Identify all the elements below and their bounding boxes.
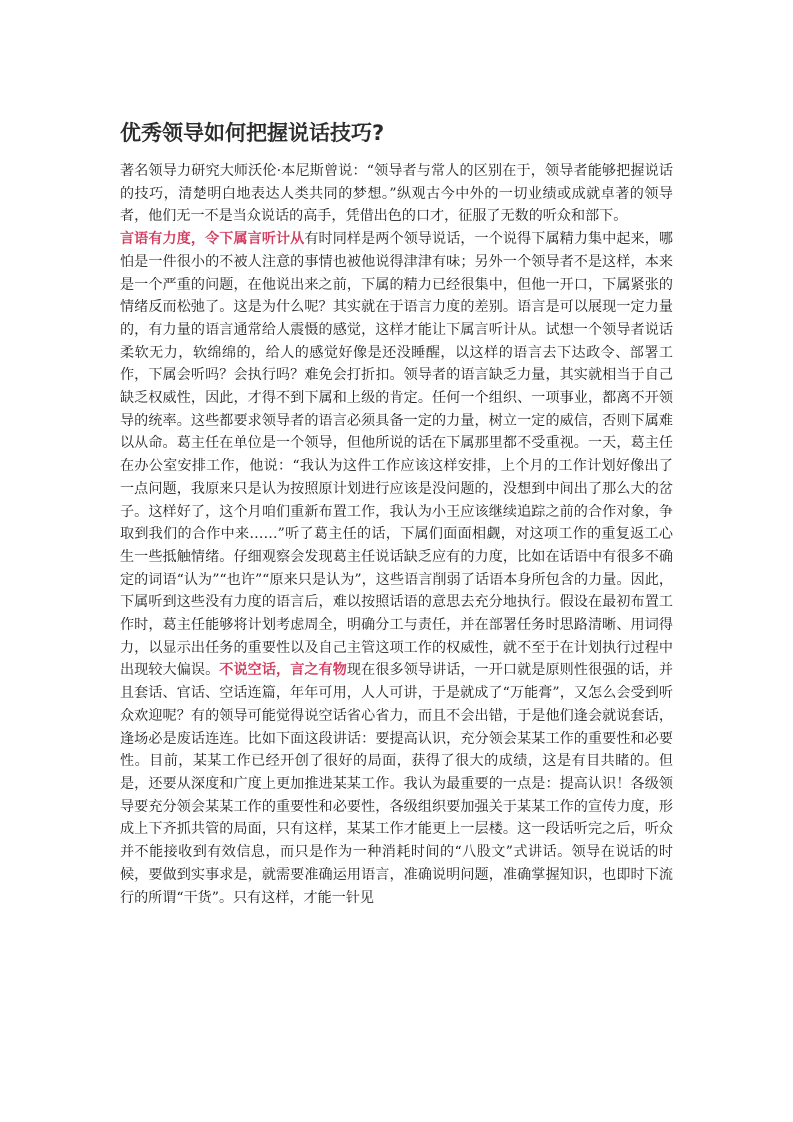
- document-page: [120, 118, 673, 909]
- document-title: 优秀领导如何把握说话技巧?: [120, 121, 385, 145]
- section-heading-authority: 言语有力度，令下属言听计从: [120, 231, 305, 248]
- section-heading-substance: 不说空话，言之有物: [219, 662, 347, 679]
- intro-paragraph: 著名领导力研究大师沃伦·本尼斯曾说：“领导者与常人的区别在于，领导者能够把握说话的技巧，清楚明白地表达人类共同的梦想。”纵观古今中外的一切业绩或成就卓著的领导者，他们无一不是当众说话的高手，凭借出色的口才，征服了无数的听众和部下。: [120, 163, 673, 225]
- section-text-authority: 有时同样是两个领导说话，一个说得下属精力集中起来，哪怕是一件很小的不被人注意的事情也被他说得津津有味；另外一个领导者不是这样，本来是一个严重的问题，在他说出来之前，下属的精力已经很集中，但他一开口，下属紧张的情绪反而松弛了。这是为什么呢？其实就在于语言力度的差别。语言是可以展现一定力量的，有力量的语言通常给人震慑的感觉，这样才能让下属言听计从。试想一个领导者说话柔软无力，软绵绵的，给人的感觉好像是还没睡醒，以这样的语言去下达政令、部署工作，下属会听吗？会执行吗？难免会打折扣。领导者的语言缺乏力量，其实就相当于自己缺乏权威性，因此，才得不到下属和上级的肯定。任何一个组织、一项事业，都离不开领导的统率。这些都要求领导者的语言必须具备一定的力量，树立一定的威信，否则下属难以从命。葛主任在单位是一个领导，但他所说的话在下属那里都不受重视。一天，葛主任在办公室安排工作，他说：“我认为这件工作应该这样安排，上个月的工作计划好像出了一点问题，我原来只是认为按照原计划进行应该是没问题的，没想到中间出了那么大的岔子。这样好了，这个月咱们重新布置工作，我认为小王应该继续追踪之前的合作对象，争取到我们的合作中来……”听了葛主任的话，下属们面面相觑，对这项工作的重复返工心生一些抵触情绪。仔细观察会发现葛主任说话缺乏应有的力度，比如在话语中有很多不确定的词语“认为”“也许”“原来只是认为”，这些语言削弱了话语本身所包含的力量。因此，下属听到这些没有力度的语言后，难以按照话语的意思去充分地执行。假设在最初布置工作时，葛主任能够将计划考虑周全，明确分工与责任，并在部署任务时思路清晰、用词得力，以显示出任务的重要性以及自己主管这项工作的权威性，就不至于在计划执行过程中出现较大偏误。: [120, 231, 674, 679]
- section-text-substance: 现在很多领导讲话，一开口就是原则性很强的话，并且套话、官话、空话连篇，年年可用，人人可讲，于是就成了“万能膏”，又怎么会受到听众欢迎呢？有的领导可能觉得说空话省心省力，而且不会出错，于是他们逢会就说套话，逢场必是废话连连。比如下面这段讲话：要提高认识，充分领会某某工作的重要性和必要性。目前，某某工作已经开创了很好的局面，获得了很大的成绩，这是有目共睹的。但是，还要从深度和广度上更加推进某某工作。我认为最重要的一点是：提高认识！各级领导要充分领会某某工作的重要性和必要性，各级组织要加强关于某某工作的宣传力度，形成上下齐抓共管的局面，只有这样，某某工作才能更上一层楼。这一段话听完之后，听众并不能接收到有效信息，而只是作为一种消耗时间的“八股文”式讲话。领导在说话的时候，要做到实事求是，就需要准确运用语言，准确说明问题，准确掌握知识，也即时下流行的所谓“干货”。只有这样，才能一针见: [120, 662, 674, 906]
- main-paragraph: [120, 228, 673, 909]
